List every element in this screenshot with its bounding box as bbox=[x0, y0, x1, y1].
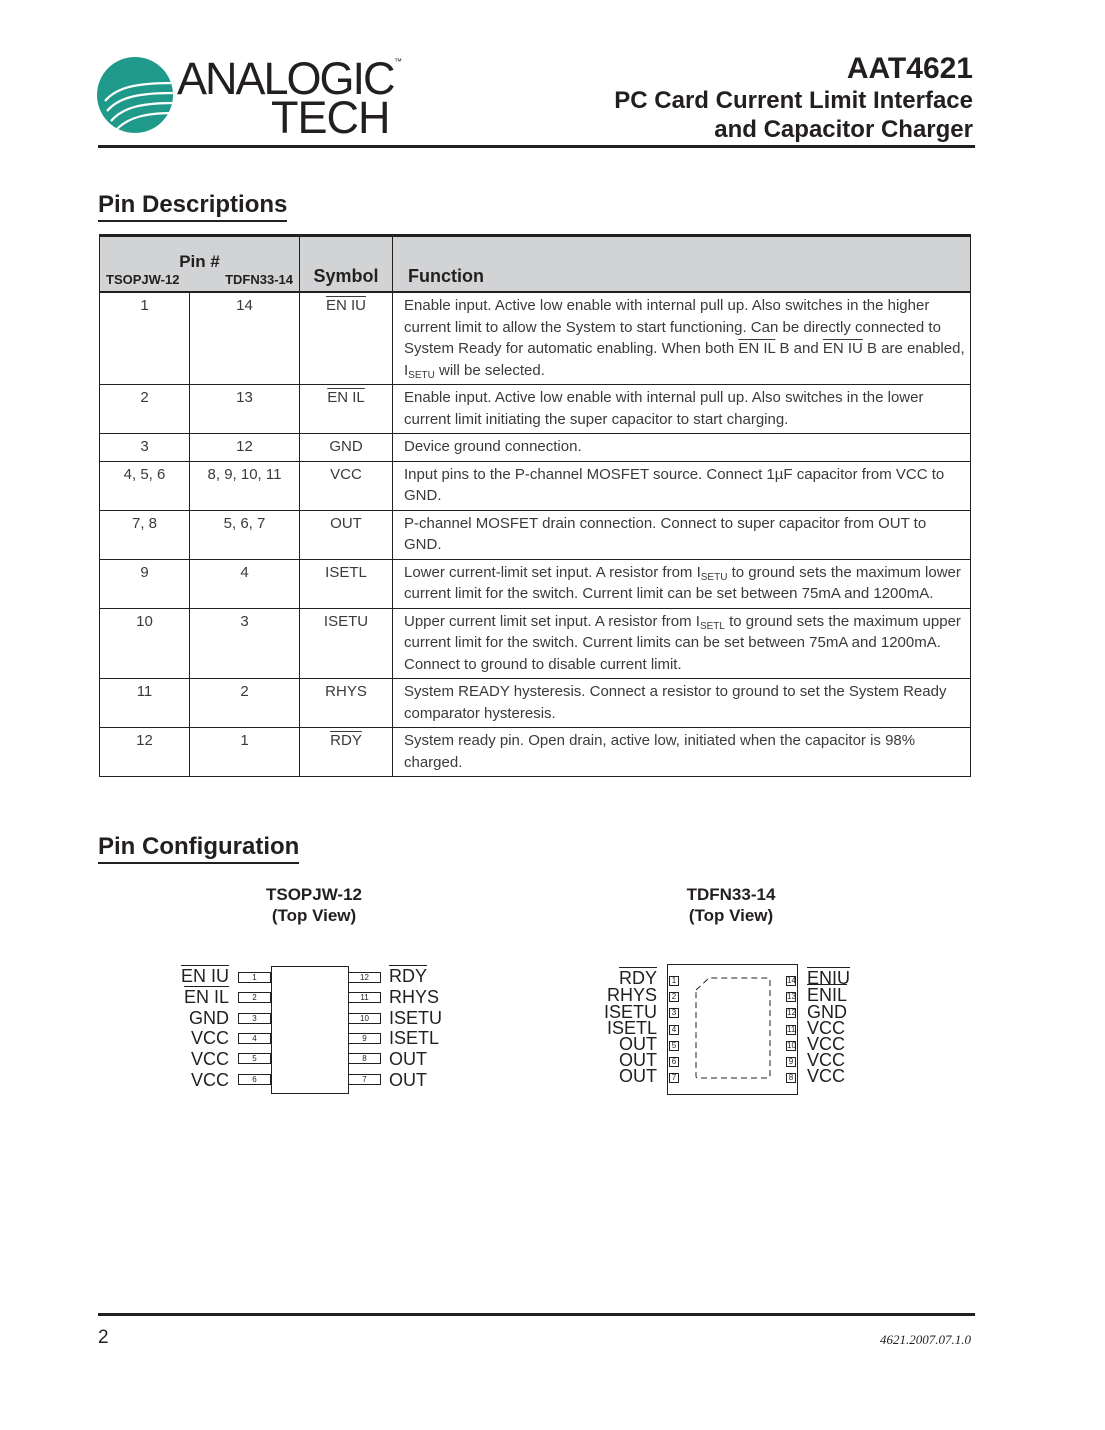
tdfn-pin-label: OUT bbox=[619, 1066, 657, 1086]
tsop-pin-2: 2 bbox=[238, 992, 271, 1003]
cell-tsop-pin: 3 bbox=[100, 434, 190, 462]
tdfn-pin-11: 11 bbox=[787, 1025, 796, 1034]
tsop-pin-label: EN IL bbox=[183, 987, 229, 1007]
tsop-pin-label: VCC bbox=[190, 1028, 229, 1048]
cell-tsop-pin: 2 bbox=[100, 385, 190, 434]
cell-tsop-pin: 7, 8 bbox=[100, 510, 190, 559]
table-row bbox=[100, 292, 971, 385]
tdfn-pin-10: 10 bbox=[787, 1041, 796, 1050]
cell-symbol: OUT bbox=[300, 510, 393, 559]
tdfn-pin-3: 3 bbox=[669, 1008, 679, 1018]
cell-symbol: ISETL bbox=[300, 559, 393, 608]
tsop-package-name: TSOPJW-12 bbox=[265, 885, 362, 904]
cell-function: Lower current-limit set input. A resistor from $I_{SETU}$ to ground sets the maximum lower current limit for the switch. Current limit can be set between 75mA and 1200mA. bbox=[393, 559, 971, 608]
tsop-pin-10: 10 bbox=[348, 1013, 381, 1024]
cell-symbol: EN IU bbox=[325, 297, 366, 314]
tsop-pin-11: 11 bbox=[348, 992, 381, 1003]
tsop-pin-1: 1 bbox=[238, 972, 271, 983]
tsop-pin-6: 6 bbox=[238, 1074, 271, 1085]
table-row bbox=[100, 608, 971, 679]
trademark-symbol: ™ bbox=[394, 57, 402, 66]
section-title-pin-descriptions: Pin Descriptions bbox=[98, 191, 287, 222]
exposed-pad-outline-icon bbox=[667, 964, 798, 1095]
tsopjw12-pinout-diagram bbox=[170, 960, 470, 1100]
header-pin-label: Pin # bbox=[179, 252, 220, 271]
tdfn-package-title bbox=[651, 884, 811, 926]
tdfn-pin-label: GND bbox=[807, 1002, 847, 1022]
cell-function: Enable input. Active low enable with internal pull up. Also switches in the higher current limit to allow the System to start functioning. Can be directly connected to System Ready for automatic enabling. When both EN IL B and EN IU B are enabled, $I_{SETU}$ will be selected. bbox=[393, 292, 971, 385]
cell-tdfn-pin: 5, 6, 7 bbox=[190, 510, 300, 559]
cell-tsop-pin: 9 bbox=[100, 559, 190, 608]
tsop-pin-12: 12 bbox=[348, 972, 381, 983]
tsop-pin-8: 8 bbox=[348, 1053, 381, 1064]
header-function: Function bbox=[393, 236, 971, 293]
tdfn-package-name: TDFN33-14 bbox=[686, 885, 776, 904]
table-row bbox=[100, 559, 971, 608]
logo-word-analogic: ANALOGIC bbox=[177, 53, 394, 104]
cell-tdfn-pin: 1 bbox=[190, 728, 300, 777]
section-title-pin-configuration: Pin Configuration bbox=[98, 833, 299, 864]
tdfn-pin-2: 2 bbox=[669, 992, 679, 1002]
tdfn-pin-1: 1 bbox=[669, 976, 679, 986]
table-header-row bbox=[100, 236, 971, 293]
tsop-pin-7: 7 bbox=[348, 1074, 381, 1085]
tsop-view-label: (Top View) bbox=[271, 906, 357, 925]
table-row bbox=[100, 679, 971, 728]
tdfn-pin-label: VCC bbox=[807, 1018, 846, 1038]
tsop-pin-label: RHYS bbox=[389, 987, 440, 1007]
tsop-pin-3: 3 bbox=[238, 1013, 271, 1024]
tsop-pin-9: 9 bbox=[348, 1033, 381, 1044]
tdfn-pin-13: 13 bbox=[787, 992, 796, 1001]
part-number: AAT4621 bbox=[846, 52, 973, 85]
tdfn-pin-12: 12 bbox=[787, 1008, 796, 1017]
tdfn-pin-label: VCC bbox=[807, 1050, 846, 1070]
tsop-pin-4: 4 bbox=[238, 1033, 271, 1044]
logo-word-tech: TECH bbox=[271, 92, 390, 143]
tdfn-pin-7: 7 bbox=[669, 1073, 679, 1083]
footer-divider bbox=[98, 1313, 975, 1316]
cell-tdfn-pin: 13 bbox=[190, 385, 300, 434]
tsop-pin-label: ISETL bbox=[389, 1028, 440, 1048]
cell-tdfn-pin: 2 bbox=[190, 679, 300, 728]
cell-function: Device ground connection. bbox=[393, 434, 971, 462]
tdfn3314-pinout-diagram bbox=[595, 960, 875, 1100]
tdfn-pin-label: RHYS bbox=[606, 985, 657, 1005]
table-row bbox=[100, 728, 971, 777]
tdfn-pin-label: OUT bbox=[619, 1034, 657, 1054]
table-row bbox=[100, 385, 971, 434]
header-symbol: Symbol bbox=[300, 236, 393, 293]
page-number: 2 bbox=[98, 1327, 109, 1348]
tsop-pin-label: EN IU bbox=[180, 966, 229, 986]
cell-tsop-pin: 1 bbox=[100, 292, 190, 385]
tdfn-pin-4: 4 bbox=[669, 1025, 679, 1035]
header-divider bbox=[98, 145, 975, 148]
document-title-block bbox=[614, 52, 973, 144]
tdfn-view-label: (Top View) bbox=[688, 906, 774, 925]
document-subtitle-line2: and Capacitor Charger bbox=[714, 116, 973, 143]
tsop-pin-label: OUT bbox=[389, 1070, 427, 1090]
tsop-package-title bbox=[234, 884, 394, 926]
tsop-chip-body bbox=[271, 966, 349, 1094]
document-subtitle-line1: PC Card Current Limit Interface bbox=[614, 87, 973, 114]
cell-tdfn-pin: 12 bbox=[190, 434, 300, 462]
table-row bbox=[100, 510, 971, 559]
cell-symbol: EN IL bbox=[327, 389, 365, 406]
cell-tdfn-pin: 4 bbox=[190, 559, 300, 608]
cell-function: Input pins to the P-channel MOSFET source. Connect 1µF capacitor from VCC to GND. bbox=[393, 461, 971, 510]
cell-tsop-pin: 4, 5, 6 bbox=[100, 461, 190, 510]
cell-tsop-pin: 10 bbox=[100, 608, 190, 679]
pin-descriptions-table bbox=[99, 234, 971, 777]
header-tsopjw12: TSOPJW-12 bbox=[106, 272, 180, 287]
cell-tsop-pin: 12 bbox=[100, 728, 190, 777]
tdfn-pin-14: 14 bbox=[787, 976, 796, 985]
analogictech-logo bbox=[97, 53, 417, 143]
cell-function: System READY hysteresis. Connect a resistor to ground to set the System Ready comparator hysteresis. bbox=[393, 679, 971, 728]
tdfn-pin-label: VCC bbox=[807, 1034, 846, 1054]
tdfn-pin-6: 6 bbox=[669, 1057, 679, 1067]
cell-function: P-channel MOSFET drain connection. Connect to super capacitor from OUT to GND. bbox=[393, 510, 971, 559]
cell-tsop-pin: 11 bbox=[100, 679, 190, 728]
table-row bbox=[100, 434, 971, 462]
tdfn-pin-label: $\overline{RDY}$ bbox=[618, 968, 657, 988]
tdfn-pin-8: 8 bbox=[786, 1073, 796, 1083]
header-tdfn3314: TDFN33-14 bbox=[225, 272, 293, 287]
tdfn-pin-label: ENIL bbox=[807, 985, 848, 1005]
tsop-pin-label: GND bbox=[189, 1008, 229, 1028]
header-pin-number bbox=[100, 236, 300, 293]
cell-function: Upper current limit set input. A resistor from $I_{SETL}$ to ground sets the maximum upper current limit for the switch. Current limits can be set between 75mA and 1200mA. Connect to ground to disable current limit. bbox=[393, 608, 971, 679]
tdfn-pin-label: ISETL bbox=[606, 1018, 657, 1038]
cell-function: Enable input. Active low enable with internal pull up. Also switches in the lower current limit initiating the super capacitor to start charging. bbox=[393, 385, 971, 434]
tdfn-pin-9: 9 bbox=[786, 1057, 796, 1067]
tsop-pin-label: ISETU bbox=[389, 1008, 443, 1028]
tsop-pin-label: $\overline{RDY}$ bbox=[389, 966, 428, 986]
tdfn-pin-label: ENIU bbox=[807, 968, 851, 988]
cell-tdfn-pin: 8, 9, 10, 11 bbox=[190, 461, 300, 510]
cell-tdfn-pin: 14 bbox=[190, 292, 300, 385]
cell-function: System ready pin. Open drain, active low, initiated when the capacitor is 98% charged. bbox=[393, 728, 971, 777]
cell-symbol: ISETU bbox=[300, 608, 393, 679]
table-row bbox=[100, 461, 971, 510]
cell-symbol: RHYS bbox=[300, 679, 393, 728]
tsop-pin-label: OUT bbox=[389, 1049, 427, 1069]
logo-globe-icon bbox=[97, 57, 173, 133]
cell-tdfn-pin: 3 bbox=[190, 608, 300, 679]
cell-symbol: GND bbox=[300, 434, 393, 462]
tsop-pin-label: VCC bbox=[190, 1070, 229, 1090]
tdfn-pin-label: OUT bbox=[619, 1050, 657, 1070]
cell-symbol: VCC bbox=[300, 461, 393, 510]
tsop-pin-5: 5 bbox=[238, 1053, 271, 1064]
header-package-labels bbox=[100, 272, 299, 287]
document-code: 4621.2007.07.1.0 bbox=[880, 1332, 971, 1347]
tdfn-pin-label: VCC bbox=[807, 1066, 846, 1086]
tsop-pin-label: VCC bbox=[190, 1049, 229, 1069]
cell-symbol: $\overline{RDY}$ bbox=[330, 732, 362, 749]
tdfn-pin-5: 5 bbox=[669, 1041, 679, 1051]
tdfn-pin-label: ISETU bbox=[603, 1002, 657, 1022]
